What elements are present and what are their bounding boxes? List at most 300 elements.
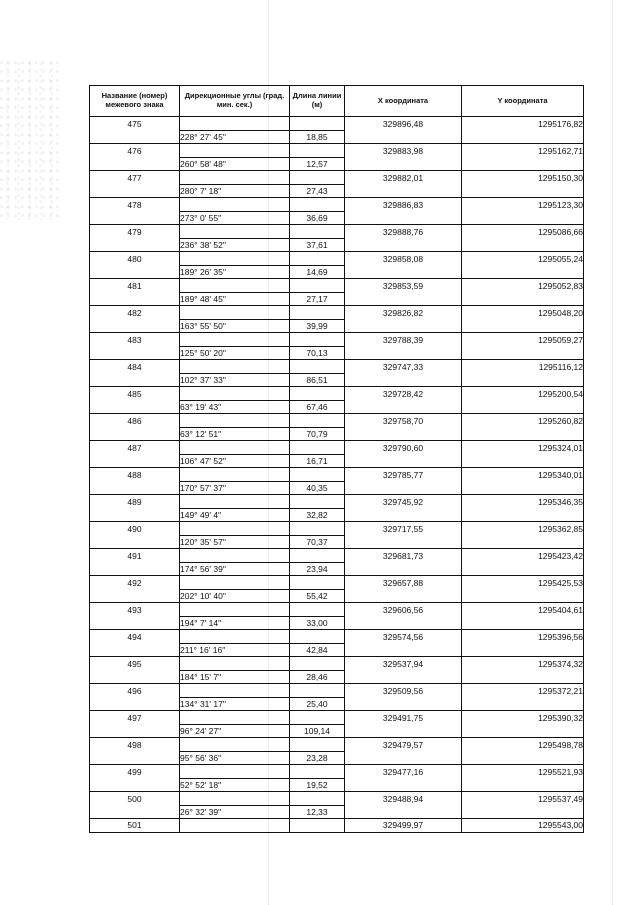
empty-cell [180, 630, 290, 644]
table-row [90, 144, 584, 158]
y-coordinate-cell: 1295052,83 [462, 279, 584, 293]
bearing-cell: 184° 15' 7" [180, 670, 290, 684]
y-coordinate-cell: 1295346,35 [462, 495, 584, 509]
mark-name-cell: 480 [90, 252, 180, 266]
y-coordinate-cell: 1295374,32 [462, 657, 584, 671]
length-cell: 86,51 [290, 373, 345, 387]
empty-cell [290, 603, 345, 617]
x-coordinate-cell: 329491,75 [345, 711, 462, 725]
table-row [90, 738, 584, 752]
table-row [90, 400, 584, 414]
bearing-cell: 280° 7' 18" [180, 184, 290, 198]
table-row [90, 751, 584, 765]
y-coordinate-cell: 1295396,56 [462, 630, 584, 644]
length-cell: 70,13 [290, 346, 345, 360]
length-cell: 32,82 [290, 508, 345, 522]
table-row [90, 603, 584, 617]
empty-cell [90, 157, 180, 171]
table-row [90, 711, 584, 725]
mark-name-cell: 485 [90, 387, 180, 401]
x-coordinate-cell: 329858,08 [345, 252, 462, 266]
empty-cell [345, 697, 462, 711]
y-coordinate-cell: 1295055,24 [462, 252, 584, 266]
bearing-cell: 63° 12' 51" [180, 427, 290, 441]
x-coordinate-cell: 329606,56 [345, 603, 462, 617]
empty-cell [180, 819, 290, 833]
empty-cell [345, 400, 462, 414]
x-coordinate-cell: 329488,94 [345, 792, 462, 806]
mark-name-cell: 476 [90, 144, 180, 158]
empty-cell [90, 751, 180, 765]
empty-cell [462, 427, 584, 441]
empty-cell [462, 238, 584, 252]
empty-cell [290, 468, 345, 482]
table-body [90, 117, 584, 833]
empty-cell [462, 535, 584, 549]
scan-noise [0, 60, 60, 220]
table-row [90, 292, 584, 306]
bearing-cell: 273° 0' 55" [180, 211, 290, 225]
bearing-cell: 174° 56' 39" [180, 562, 290, 576]
empty-cell [462, 616, 584, 630]
x-coordinate-cell: 329758,70 [345, 414, 462, 428]
table-row [90, 589, 584, 603]
x-coordinate-cell: 329883,98 [345, 144, 462, 158]
empty-cell [345, 616, 462, 630]
empty-cell [290, 630, 345, 644]
table-row [90, 495, 584, 509]
empty-cell [290, 441, 345, 455]
table-row [90, 508, 584, 522]
mark-name-cell: 500 [90, 792, 180, 806]
header-x: X координата [345, 86, 462, 117]
x-coordinate-cell: 329785,77 [345, 468, 462, 482]
empty-cell [90, 724, 180, 738]
empty-cell [345, 535, 462, 549]
table-row [90, 616, 584, 630]
y-coordinate-cell: 1295116,12 [462, 360, 584, 374]
x-coordinate-cell: 329886,83 [345, 198, 462, 212]
bearing-cell: 149° 49' 4" [180, 508, 290, 522]
table-row [90, 157, 584, 171]
empty-cell [180, 252, 290, 266]
length-cell: 40,35 [290, 481, 345, 495]
empty-cell [345, 670, 462, 684]
empty-cell [180, 306, 290, 320]
empty-cell [290, 657, 345, 671]
length-cell: 12,33 [290, 805, 345, 819]
length-cell: 70,37 [290, 535, 345, 549]
empty-cell [90, 616, 180, 630]
empty-cell [462, 373, 584, 387]
empty-cell [345, 778, 462, 792]
empty-cell [290, 387, 345, 401]
bearing-cell: 189° 26' 35" [180, 265, 290, 279]
table-row [90, 414, 584, 428]
length-cell: 27,17 [290, 292, 345, 306]
bearing-cell: 194° 7' 14" [180, 616, 290, 630]
length-cell: 27,43 [290, 184, 345, 198]
mark-name-cell: 487 [90, 441, 180, 455]
empty-cell [180, 576, 290, 590]
header-bearing: Дирекционные углы (град. мин. сек.) [180, 86, 290, 117]
empty-cell [180, 279, 290, 293]
table-row [90, 643, 584, 657]
length-cell: 109,14 [290, 724, 345, 738]
empty-cell [290, 279, 345, 293]
mark-name-cell: 479 [90, 225, 180, 239]
length-cell: 28,46 [290, 670, 345, 684]
table-row [90, 697, 584, 711]
table-row [90, 549, 584, 563]
empty-cell [90, 535, 180, 549]
empty-cell [90, 643, 180, 657]
table-row [90, 468, 584, 482]
bearing-cell: 52° 52' 18" [180, 778, 290, 792]
empty-cell [345, 643, 462, 657]
empty-cell [462, 130, 584, 144]
y-coordinate-cell: 1295176,82 [462, 117, 584, 131]
empty-cell [345, 481, 462, 495]
empty-cell [90, 562, 180, 576]
mark-name-cell: 484 [90, 360, 180, 374]
empty-cell [462, 157, 584, 171]
table-row [90, 373, 584, 387]
y-coordinate-cell: 1295123,30 [462, 198, 584, 212]
empty-cell [180, 765, 290, 779]
empty-cell [462, 346, 584, 360]
empty-cell [180, 441, 290, 455]
table-row [90, 765, 584, 779]
bearing-cell: 63° 19' 43" [180, 400, 290, 414]
empty-cell [462, 292, 584, 306]
table-row [90, 670, 584, 684]
x-coordinate-cell: 329657,88 [345, 576, 462, 590]
y-coordinate-cell: 1295048,20 [462, 306, 584, 320]
empty-cell [462, 481, 584, 495]
x-coordinate-cell: 329509,56 [345, 684, 462, 698]
empty-cell [90, 508, 180, 522]
length-cell: 25,40 [290, 697, 345, 711]
y-coordinate-cell: 1295324,01 [462, 441, 584, 455]
empty-cell [345, 184, 462, 198]
empty-cell [180, 225, 290, 239]
empty-cell [90, 454, 180, 468]
y-coordinate-cell: 1295059,27 [462, 333, 584, 347]
y-coordinate-cell: 1295200,54 [462, 387, 584, 401]
empty-cell [290, 144, 345, 158]
empty-cell [345, 238, 462, 252]
empty-cell [462, 184, 584, 198]
mark-name-cell: 498 [90, 738, 180, 752]
empty-cell [462, 265, 584, 279]
y-coordinate-cell: 1295162,71 [462, 144, 584, 158]
table-row [90, 535, 584, 549]
empty-cell [345, 454, 462, 468]
table-row [90, 211, 584, 225]
empty-cell [90, 130, 180, 144]
empty-cell [90, 292, 180, 306]
table-row [90, 171, 584, 185]
mark-name-cell: 497 [90, 711, 180, 725]
table-row [90, 576, 584, 590]
length-cell: 23,94 [290, 562, 345, 576]
table-row [90, 724, 584, 738]
empty-cell [290, 225, 345, 239]
empty-cell [180, 657, 290, 671]
empty-cell [345, 724, 462, 738]
y-coordinate-cell: 1295390,32 [462, 711, 584, 725]
y-coordinate-cell: 1295260,82 [462, 414, 584, 428]
empty-cell [345, 508, 462, 522]
empty-cell [180, 117, 290, 131]
length-cell: 14,69 [290, 265, 345, 279]
x-coordinate-cell: 329477,16 [345, 765, 462, 779]
empty-cell [180, 333, 290, 347]
empty-cell [180, 171, 290, 185]
mark-name-cell: 483 [90, 333, 180, 347]
bearing-cell: 26° 32' 39" [180, 805, 290, 819]
y-coordinate-cell: 1295362,85 [462, 522, 584, 536]
table-row [90, 522, 584, 536]
empty-cell [180, 684, 290, 698]
mark-name-cell: 494 [90, 630, 180, 644]
x-coordinate-cell: 329747,33 [345, 360, 462, 374]
x-coordinate-cell: 329788,39 [345, 333, 462, 347]
boundary-coordinates-table [89, 85, 584, 833]
table-header-row [90, 86, 584, 117]
mark-name-cell: 501 [90, 819, 180, 833]
empty-cell [462, 562, 584, 576]
empty-cell [290, 684, 345, 698]
empty-cell [345, 373, 462, 387]
length-cell: 16,71 [290, 454, 345, 468]
empty-cell [90, 319, 180, 333]
empty-cell [462, 751, 584, 765]
y-coordinate-cell: 1295423,42 [462, 549, 584, 563]
mark-name-cell: 488 [90, 468, 180, 482]
x-coordinate-cell: 329853,59 [345, 279, 462, 293]
table-row [90, 198, 584, 212]
length-cell: 67,46 [290, 400, 345, 414]
mark-name-cell: 493 [90, 603, 180, 617]
bearing-cell: 163° 55' 50" [180, 319, 290, 333]
bearing-cell: 106° 47' 52" [180, 454, 290, 468]
empty-cell [345, 427, 462, 441]
empty-cell [462, 454, 584, 468]
x-coordinate-cell: 329728,42 [345, 387, 462, 401]
empty-cell [180, 360, 290, 374]
table-row [90, 333, 584, 347]
empty-cell [345, 211, 462, 225]
empty-cell [90, 265, 180, 279]
y-coordinate-cell: 1295150,30 [462, 171, 584, 185]
empty-cell [290, 792, 345, 806]
empty-cell [290, 819, 345, 833]
table-row [90, 360, 584, 374]
empty-cell [90, 778, 180, 792]
length-cell: 18,85 [290, 130, 345, 144]
x-coordinate-cell: 329537,94 [345, 657, 462, 671]
empty-cell [290, 576, 345, 590]
empty-cell [345, 346, 462, 360]
empty-cell [345, 562, 462, 576]
mark-name-cell: 478 [90, 198, 180, 212]
table-row [90, 427, 584, 441]
bearing-cell: 189° 48' 45" [180, 292, 290, 306]
empty-cell [90, 697, 180, 711]
empty-cell [180, 198, 290, 212]
bearing-cell: 102° 37' 33" [180, 373, 290, 387]
mark-name-cell: 490 [90, 522, 180, 536]
empty-cell [345, 589, 462, 603]
table-row [90, 265, 584, 279]
length-cell: 12,57 [290, 157, 345, 171]
mark-name-cell: 491 [90, 549, 180, 563]
empty-cell [290, 414, 345, 428]
length-cell: 39,99 [290, 319, 345, 333]
table-row [90, 184, 584, 198]
table-row [90, 252, 584, 266]
mark-name-cell: 475 [90, 117, 180, 131]
empty-cell [462, 508, 584, 522]
empty-cell [462, 670, 584, 684]
empty-cell [180, 468, 290, 482]
y-coordinate-cell: 1295404,61 [462, 603, 584, 617]
table-row [90, 306, 584, 320]
empty-cell [462, 319, 584, 333]
mark-name-cell: 496 [90, 684, 180, 698]
empty-cell [345, 157, 462, 171]
empty-cell [345, 292, 462, 306]
table-row [90, 346, 584, 360]
x-coordinate-cell: 329499,97 [345, 819, 462, 833]
x-coordinate-cell: 329790,60 [345, 441, 462, 455]
x-coordinate-cell: 329479,57 [345, 738, 462, 752]
length-cell: 70,79 [290, 427, 345, 441]
empty-cell [180, 522, 290, 536]
length-cell: 55,42 [290, 589, 345, 603]
bearing-cell: 134° 31' 17" [180, 697, 290, 711]
empty-cell [290, 333, 345, 347]
header-y: Y координата [462, 86, 584, 117]
bearing-cell: 120° 35' 57" [180, 535, 290, 549]
mark-name-cell: 482 [90, 306, 180, 320]
bearing-cell: 202° 10' 40" [180, 589, 290, 603]
y-coordinate-cell: 1295521,93 [462, 765, 584, 779]
table-row [90, 805, 584, 819]
length-cell: 33,00 [290, 616, 345, 630]
bearing-cell: 96° 24' 27" [180, 724, 290, 738]
empty-cell [180, 495, 290, 509]
x-coordinate-cell: 329574,56 [345, 630, 462, 644]
bearing-cell: 170° 57' 37" [180, 481, 290, 495]
empty-cell [345, 130, 462, 144]
empty-cell [90, 427, 180, 441]
empty-cell [90, 589, 180, 603]
table-row [90, 657, 584, 671]
empty-cell [90, 481, 180, 495]
table-row [90, 279, 584, 293]
empty-cell [345, 805, 462, 819]
table-row [90, 441, 584, 455]
mark-name-cell: 486 [90, 414, 180, 428]
empty-cell [290, 117, 345, 131]
empty-cell [290, 252, 345, 266]
bearing-cell: 236° 38' 52" [180, 238, 290, 252]
x-coordinate-cell: 329888,76 [345, 225, 462, 239]
mark-name-cell: 489 [90, 495, 180, 509]
empty-cell [90, 400, 180, 414]
bearing-cell: 125° 50' 20" [180, 346, 290, 360]
x-coordinate-cell: 329826,82 [345, 306, 462, 320]
empty-cell [180, 414, 290, 428]
length-cell: 37,61 [290, 238, 345, 252]
header-length: Длина линии (м) [290, 86, 345, 117]
empty-cell [180, 549, 290, 563]
empty-cell [290, 198, 345, 212]
x-coordinate-cell: 329681,73 [345, 549, 462, 563]
x-coordinate-cell: 329717,55 [345, 522, 462, 536]
empty-cell [345, 319, 462, 333]
empty-cell [345, 265, 462, 279]
table-row [90, 225, 584, 239]
empty-cell [90, 805, 180, 819]
empty-cell [290, 711, 345, 725]
mark-name-cell: 495 [90, 657, 180, 671]
bearing-cell: 95° 56' 36" [180, 751, 290, 765]
table-row [90, 562, 584, 576]
mark-name-cell: 481 [90, 279, 180, 293]
table-row [90, 630, 584, 644]
empty-cell [180, 738, 290, 752]
y-coordinate-cell: 1295340,01 [462, 468, 584, 482]
y-coordinate-cell: 1295537,49 [462, 792, 584, 806]
empty-cell [290, 522, 345, 536]
bearing-cell: 228° 27' 45" [180, 130, 290, 144]
table-row [90, 238, 584, 252]
table-row [90, 387, 584, 401]
empty-cell [90, 211, 180, 225]
empty-cell [180, 144, 290, 158]
x-coordinate-cell: 329745,92 [345, 495, 462, 509]
empty-cell [462, 643, 584, 657]
scan-edge-line [612, 0, 613, 905]
y-coordinate-cell: 1295086,66 [462, 225, 584, 239]
table-row [90, 819, 584, 833]
length-cell: 36,69 [290, 211, 345, 225]
empty-cell [180, 603, 290, 617]
table-row [90, 778, 584, 792]
empty-cell [462, 697, 584, 711]
length-cell: 23,28 [290, 751, 345, 765]
y-coordinate-cell: 1295498,78 [462, 738, 584, 752]
empty-cell [290, 549, 345, 563]
empty-cell [90, 238, 180, 252]
mark-name-cell: 477 [90, 171, 180, 185]
y-coordinate-cell: 1295372,21 [462, 684, 584, 698]
length-cell: 19,52 [290, 778, 345, 792]
table-row [90, 684, 584, 698]
empty-cell [290, 306, 345, 320]
empty-cell [290, 765, 345, 779]
empty-cell [180, 387, 290, 401]
empty-cell [290, 171, 345, 185]
y-coordinate-cell: 1295425,53 [462, 576, 584, 590]
bearing-cell: 260° 58' 48" [180, 157, 290, 171]
empty-cell [90, 346, 180, 360]
table-row [90, 792, 584, 806]
